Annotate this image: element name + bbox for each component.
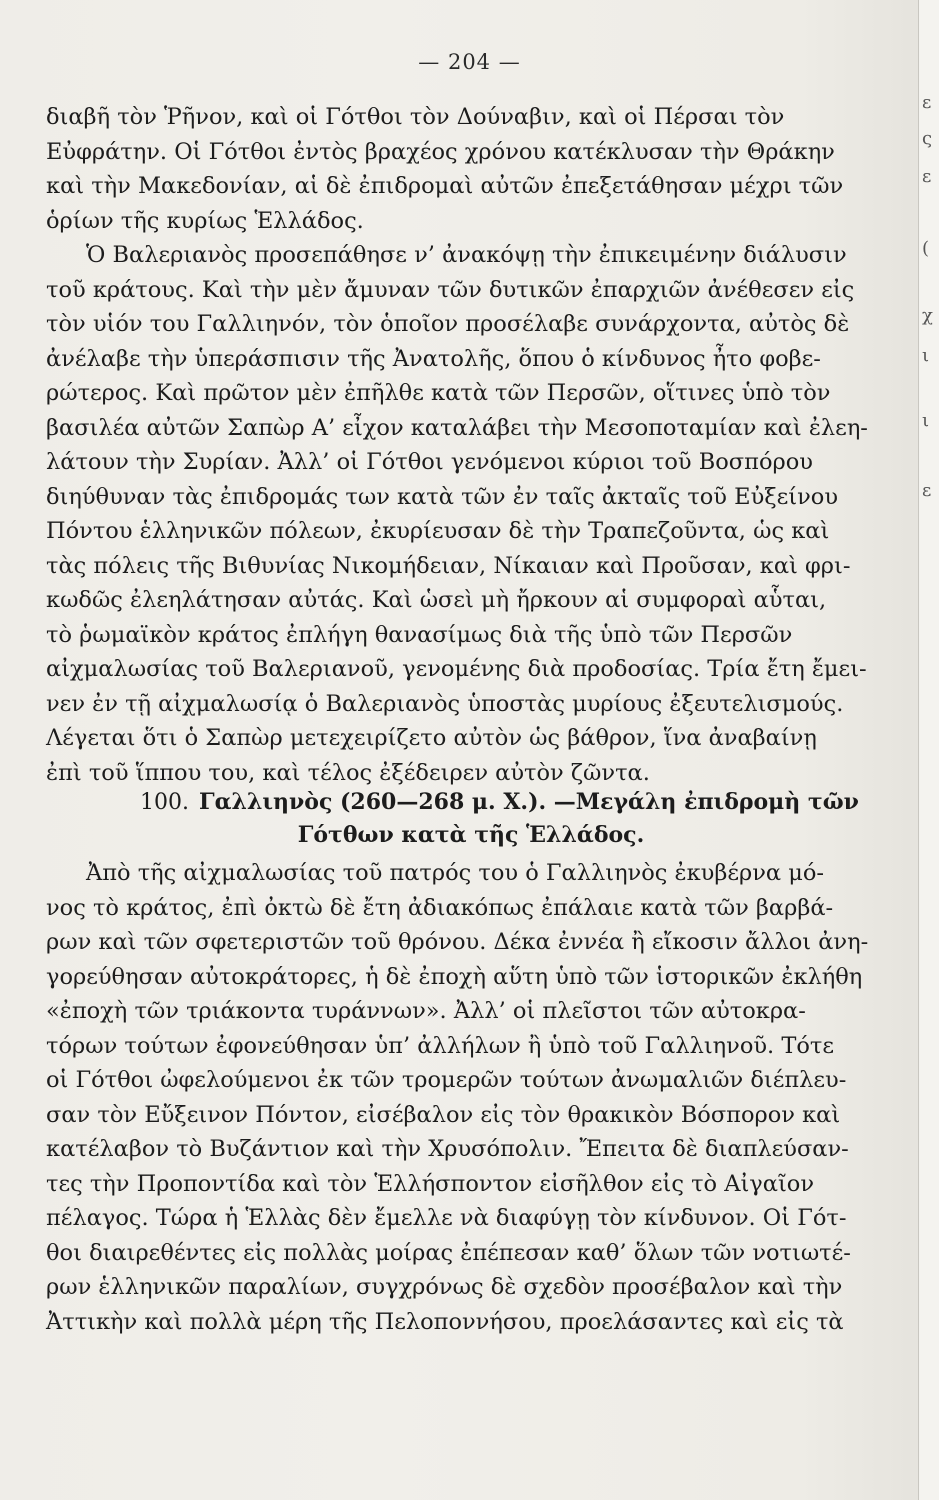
text-line: τὸ ῥωμαϊκὸν κράτος ἐπλήγη θανασίμως διὰ τῆς ὑπὸ τῶν Περσῶν — [46, 621, 793, 648]
text-line: «ἐποχὴ τῶν τριάκοντα τυράννων». Ἀλλ’ οἱ πλεῖστοι τῶν αὐτοκρα- — [46, 998, 806, 1024]
section-title-line1: Γαλλιηνὸς (260—268 μ. Χ.). —Μεγάλη ἐπιδρομὴ τῶν — [198, 789, 859, 815]
text-line: Λέγεται ὅτι ὁ Σαπὼρ μετεχειρίζετο αὐτὸν ὡς βάθρον, ἵνα ἀναβαίνῃ — [46, 725, 817, 751]
text-line: Πόντου ἑλληνικῶν πόλεων, ἐκυρίευσαν δὲ τὴν Τραπεζοῦντα, ὡς καὶ — [46, 518, 830, 544]
text-line: ρώτερος. Καὶ πρῶτον μὲν ἐπῆλθε κατὰ τῶν Περσῶν, οἵτινες ὑπὸ τὸν — [46, 380, 831, 406]
text-line: αἰχμαλωσίας τοῦ Βαλεριανοῦ, γενομένης διὰ προδοσίας. Τρία ἔτη ἔμει- — [46, 656, 867, 682]
text-line: ὁρίων τῆς κυρίως Ἑλλάδος. — [46, 207, 364, 234]
text-line: τες τὴν Προποντίδα καὶ τὸν Ἑλλήσποντον εἰσῆλθον εἰς τὸ Αἰγαῖον — [46, 1170, 814, 1197]
text-line: Ἀπὸ τῆς αἰχμαλωσίας τοῦ πατρός του ὁ Γαλλιηνὸς ἐκυβέρνα μό- — [86, 860, 825, 886]
text-line: τὸν υἱόν του Γαλλιηνόν, τὸν ὁποῖον προσέλαβε συνάρχοντα, αὐτὸς δὲ — [46, 311, 850, 337]
margin-letter: ε — [922, 480, 932, 501]
text-line: Εὐφράτην. Οἱ Γότθοι ἐντὸς βραχέος χρόνου κατέκλυσαν τὴν Θράκην — [46, 138, 835, 165]
text-line: ρων ἑλληνικῶν παραλίων, συγχρόνως δὲ σχεδὸν προσέβαλον καὶ τὴν — [46, 1274, 843, 1300]
body-text-bottom — [46, 856, 896, 1339]
text-line: διηύθυναν τὰς ἐπιδρομάς των κατὰ τῶν ἐν ταῖς ἀκταῖς τοῦ Εὐξείνου — [46, 483, 839, 510]
text-line: γορεύθησαν αὐτοκράτορες, ἡ δὲ ἐποχὴ αὕτη ὑπὸ τῶν ἱστορικῶν ἐκλήθη — [46, 963, 863, 990]
page-number: — 204 — — [418, 50, 521, 74]
text-line: τόρων τούτων ἐφονεύθησαν ὑπ’ ἀλλήλων ἢ ὑπὸ τοῦ Γαλλιηνοῦ. Τότε — [46, 1032, 835, 1059]
text-line: τοῦ κράτους. Καὶ τὴν μὲν ἄμυναν τῶν δυτικῶν ἐπαρχιῶν ἀνέθεσεν εἰς — [46, 276, 855, 303]
margin-letter: ε — [922, 92, 932, 113]
margin-letter: ς — [922, 128, 933, 149]
text-line: σαν τὸν Εὔξεινον Πόντον, εἰσέβαλον εἰς τὸν θρακικὸν Βόσπορον καὶ — [46, 1101, 841, 1128]
adjacent-page-edge — [918, 0, 939, 1500]
text-line: ἀνέλαβε τὴν ὑπεράσπισιν τῆς Ἀνατολῆς, ὅπου ὁ κίνδυνος ἦτο φοβε- — [46, 345, 821, 372]
text-line: Ἀττικὴν καὶ πολλὰ μέρη τῆς Πελοποννήσου, προελάσαντες καὶ εἰς τὰ — [46, 1308, 844, 1335]
text-line: πέλαγος. Τώρα ἡ Ἑλλὰς δὲν ἔμελλε νὰ διαφύγῃ τὸν κίνδυνον. Οἱ Γότ- — [46, 1205, 847, 1231]
section-title-line2: Γότθων κατὰ τῆς Ἑλλάδος. — [297, 822, 645, 848]
margin-letter: ( — [922, 238, 930, 259]
text-line: Ὁ Βαλεριανὸς προσεπάθησε ν’ ἀνακόψῃ τὴν ἐπικειμένην διάλυσιν — [86, 242, 847, 268]
text-line: οἱ Γότθοι ὠφελούμενοι ἐκ τῶν τρομερῶν τούτων ἀνωμαλιῶν διέπλευ- — [46, 1067, 847, 1093]
body-text-top — [46, 100, 896, 790]
text-line: λάτουν τὴν Συρίαν. Ἀλλ’ οἱ Γότθοι γενόμενοι κύριοι τοῦ Βοσπόρου — [46, 449, 813, 475]
margin-letter: ε — [922, 166, 932, 187]
margin-letter: ι — [922, 410, 930, 431]
text-line: κωδῶς ἐλεηλάτησαν αὐτάς. Καὶ ὡσεὶ μὴ ἤρκουν αἱ συμφοραὶ αὗται, — [46, 587, 827, 613]
text-line: τὰς πόλεις τῆς Βιθυνίας Νικομήδειαν, Νίκαιαν καὶ Προῦσαν, καὶ φρι- — [46, 552, 851, 579]
text-line: κατέλαβον τὸ Βυζάντιον καὶ τὴν Χρυσόπολιν. Ἔπειτα δὲ διαπλεύσαν- — [46, 1136, 849, 1162]
text-line: διαβῆ τὸν Ῥῆνον, καὶ οἱ Γότθοι τὸν Δούναβιν, καὶ οἱ Πέρσαι τὸν — [46, 104, 785, 130]
section-number: 100. — [140, 790, 189, 815]
text-line: θοι διαιρεθέντες εἰς πολλὰς μοίρας ἐπέπεσαν καθ’ ὅλων τῶν νοτιωτέ- — [46, 1239, 851, 1266]
margin-letter: χ — [922, 305, 933, 326]
text-line: νεν ἐν τῇ αἰχμαλωσίᾳ ὁ Βαλεριανὸς ὑποστὰς μυρίους ἐξευτελισμούς. — [46, 690, 844, 717]
text-line: καὶ τὴν Μακεδονίαν, αἱ δὲ ἐπιδρομαὶ αὐτῶν ἐπεξετάθησαν μέχρι τῶν — [46, 173, 844, 199]
text-line: ρων καὶ τῶν σφετεριστῶν τοῦ θρόνου. Δέκα ἐννέα ἢ εἴκοσιν ἄλλοι ἀνη- — [46, 929, 869, 955]
text-line: νος τὸ κράτος, ἐπὶ ὀκτὼ δὲ ἔτη ἀδιακόπως ἐπάλαιε κατὰ τῶν βαρβά- — [46, 894, 834, 921]
text-line: ἐπὶ τοῦ ἵππου του, καὶ τέλος ἐξέδειρεν αὐτὸν ζῶντα. — [46, 759, 650, 786]
margin-letter: ι — [922, 345, 930, 366]
section-heading — [46, 786, 896, 851]
text-line: βασιλέα αὐτῶν Σαπὼρ Α’ εἶχον καταλάβει τὴν Μεσοποταμίαν καὶ ἐλεη- — [46, 414, 868, 441]
